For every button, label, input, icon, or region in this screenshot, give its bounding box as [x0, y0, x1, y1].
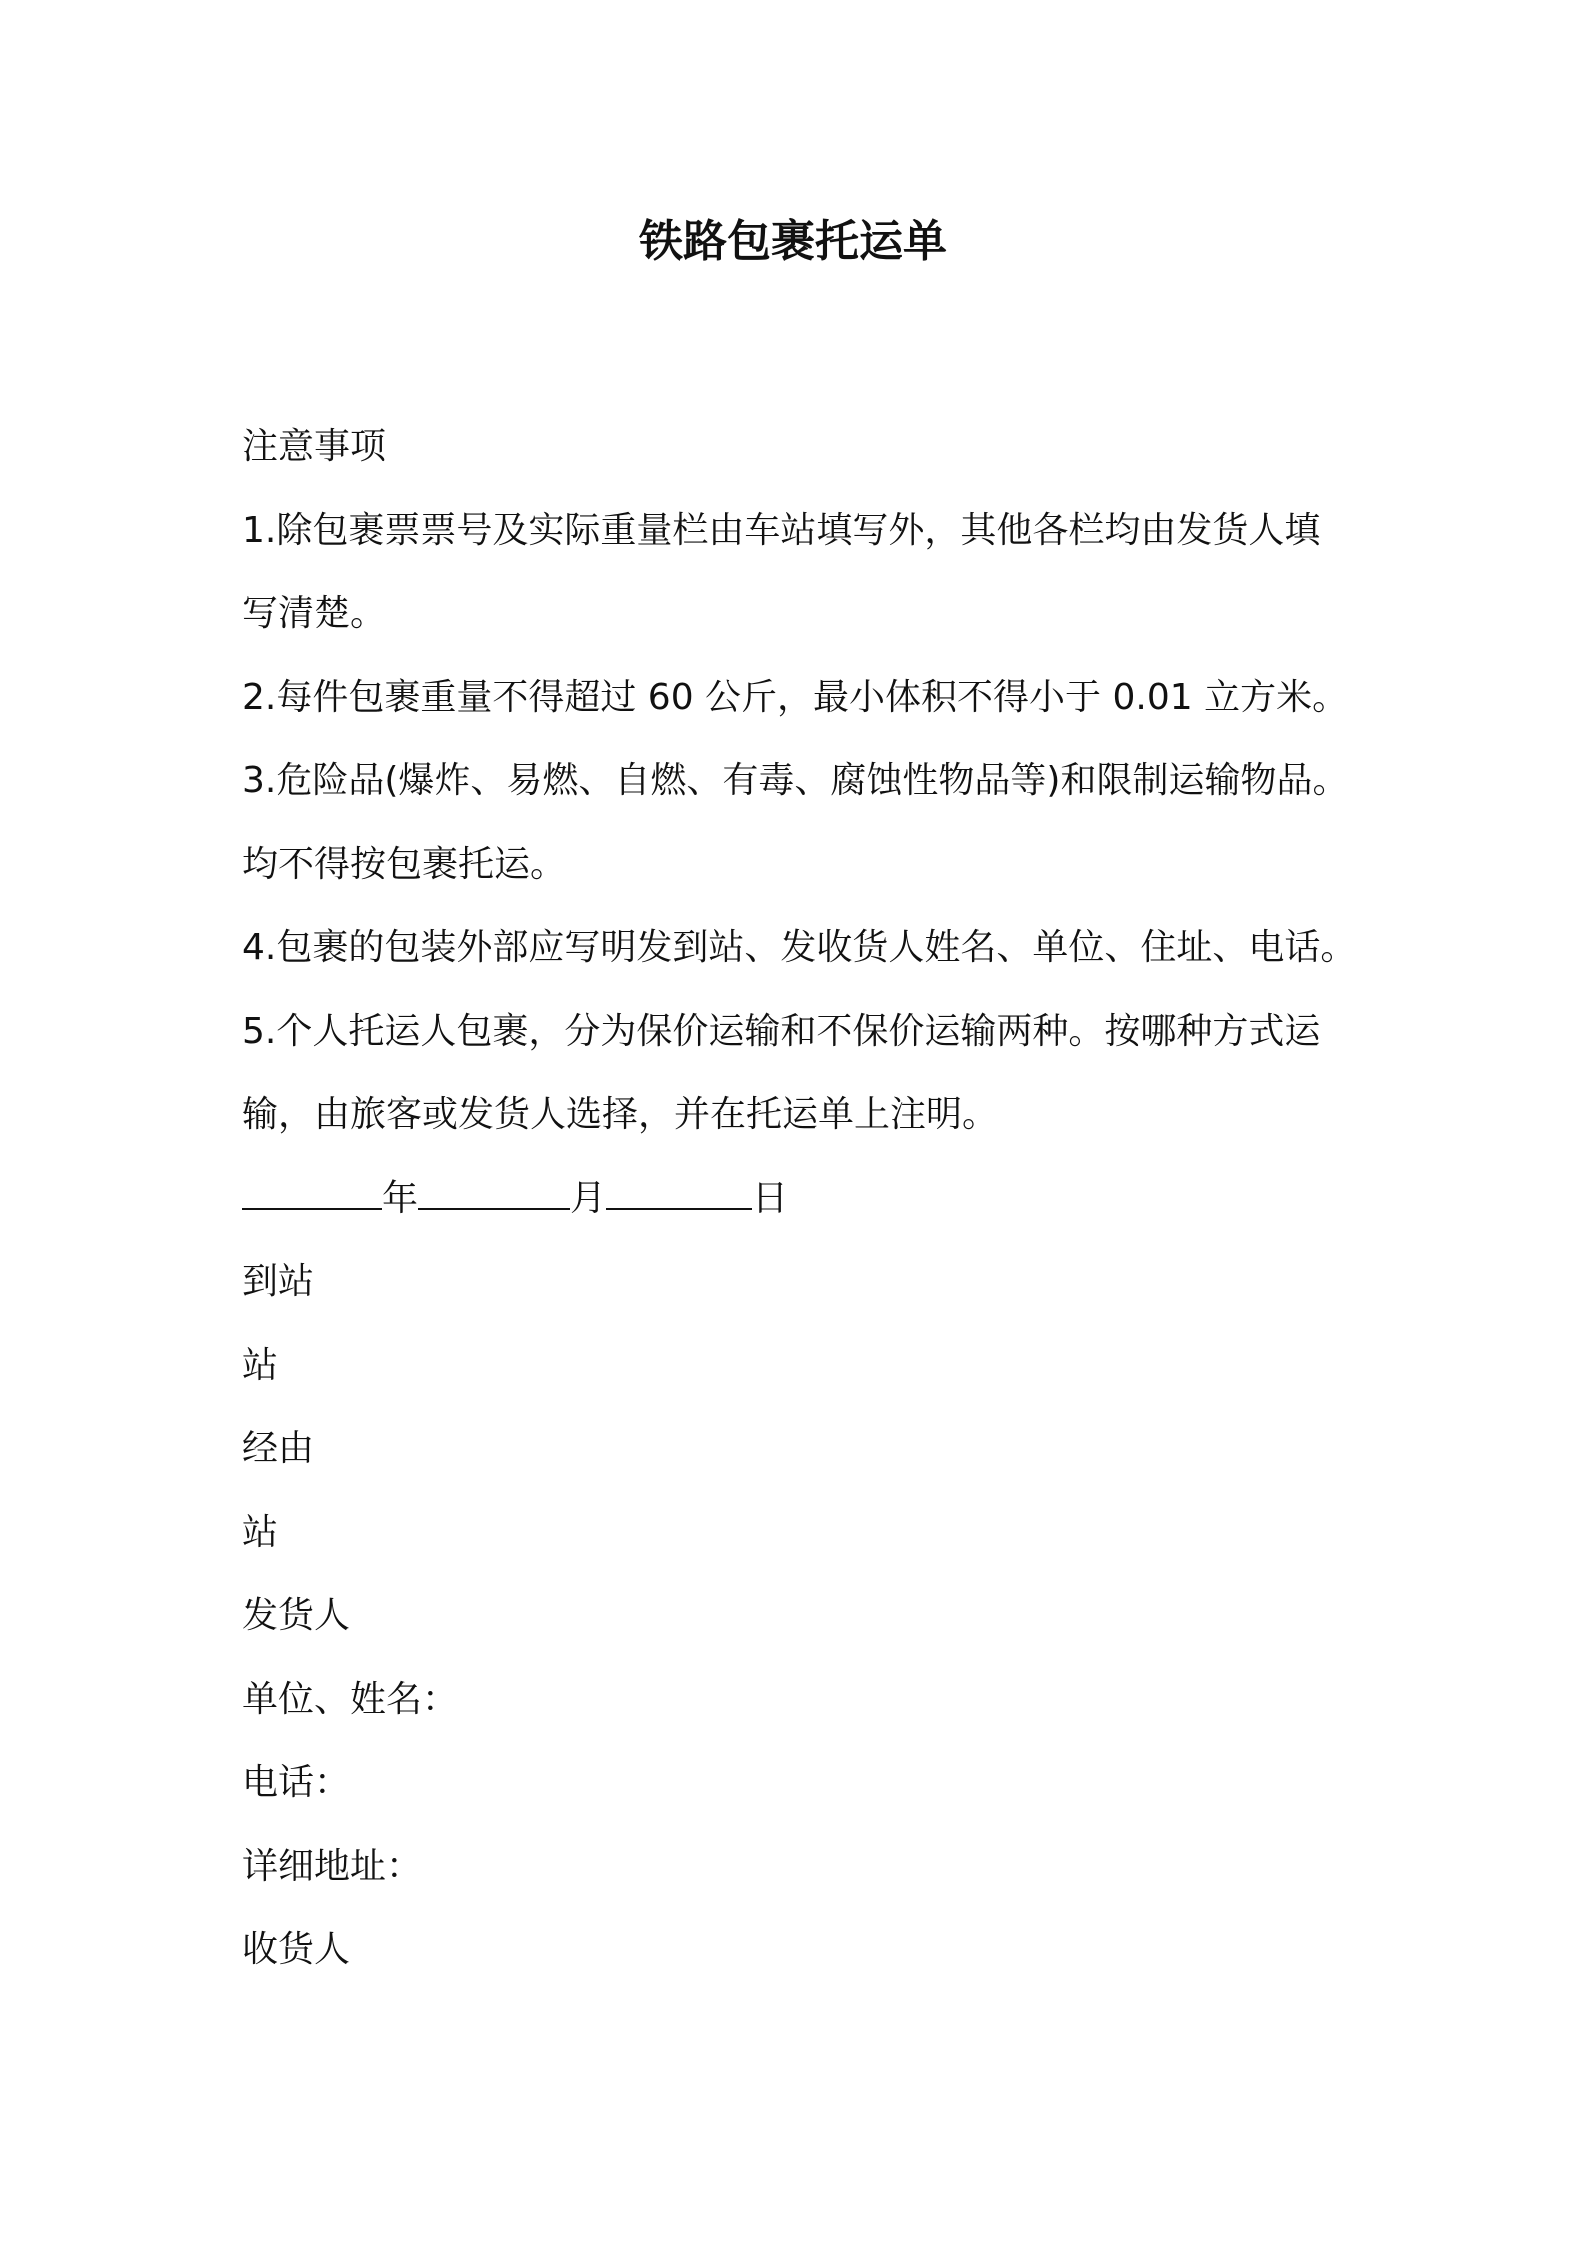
- year-blank[interactable]: [242, 1184, 382, 1210]
- month-blank[interactable]: [418, 1184, 570, 1210]
- day-blank[interactable]: [606, 1184, 752, 1210]
- notice-line-5: 5.个人托运人包裹，分为保价运输和不保价运输两种。按哪种方式运: [242, 1010, 1321, 1052]
- notice-line-2: 2.每件包裹重量不得超过 60 公斤，最小体积不得小于 0.01 立方米。: [242, 676, 1349, 718]
- document-title: 铁路包裹托运单: [639, 216, 947, 267]
- month-label: 月: [570, 1177, 607, 1219]
- notice-line-3: 3.危险品(爆炸、易燃、自燃、有毒、腐蚀性物品等)和限制运输物品。: [242, 760, 1349, 801]
- field-consignee: 收货人: [242, 1929, 351, 1970]
- field-unit-name: 单位、姓名：: [242, 1678, 459, 1720]
- year-label: 年: [382, 1177, 419, 1219]
- field-station-2: 站: [242, 1511, 279, 1553]
- field-phone: 电话：: [242, 1762, 351, 1803]
- field-address: 详细地址：: [242, 1845, 423, 1887]
- field-via: 经由: [242, 1428, 315, 1469]
- notice-line-1: 1.除包裹票票号及实际重量栏由车站填写外，其他各栏均由发货人填: [242, 509, 1321, 551]
- document-body: [242, 405, 1402, 1992]
- notice-line-5-cont: 输，由旅客或发货人选择，并在托运单上注明。: [242, 1094, 999, 1135]
- field-station-1: 站: [242, 1344, 279, 1386]
- notice-line-1-cont: 写清楚。: [242, 593, 387, 634]
- day-label: 日: [752, 1177, 789, 1219]
- field-arrival-station: 到站: [242, 1261, 315, 1302]
- notice-line-3-cont: 均不得按包裹托运。: [242, 843, 567, 885]
- notice-heading: 注意事项: [242, 426, 387, 467]
- date-line: [242, 1157, 1402, 1241]
- notice-line-4: 4.包裹的包装外部应写明发到站、发收货人姓名、单位、住址、电话。: [242, 927, 1357, 968]
- field-shipper: 发货人: [242, 1595, 351, 1636]
